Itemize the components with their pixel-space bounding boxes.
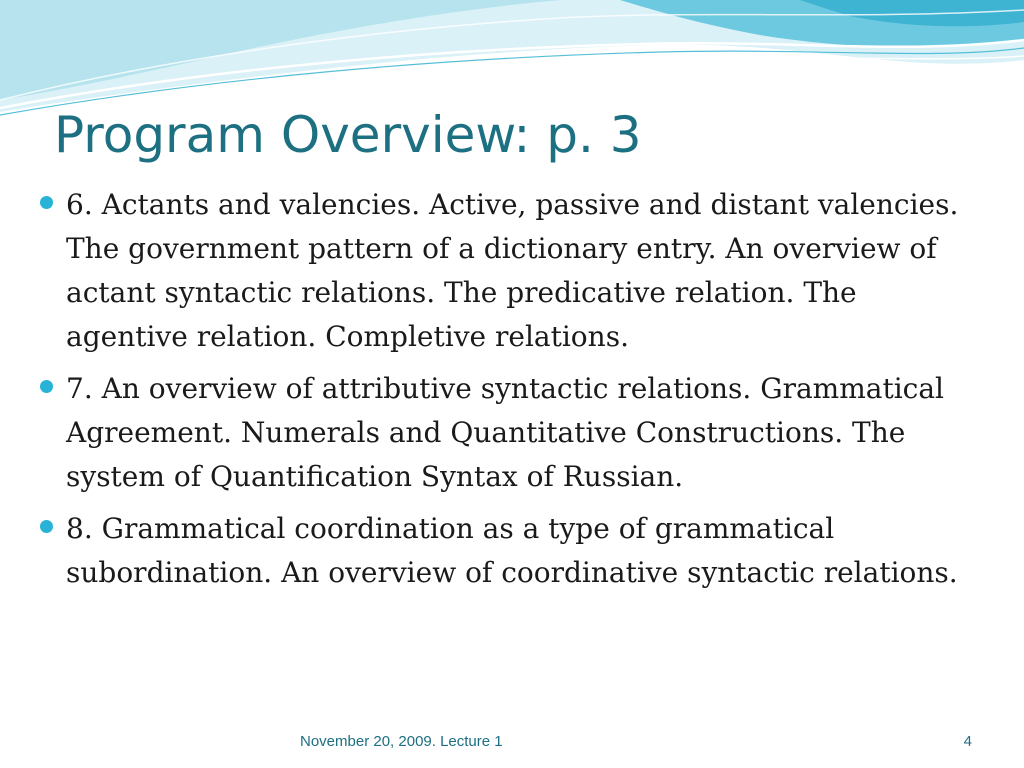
slide-footer: November 20, 2009. Lecture 1 [300,733,503,750]
bullet-list [36,183,986,603]
bullet-dot-icon [40,520,53,533]
bullet-dot-icon [40,196,53,209]
bullet-item-7 [36,367,986,499]
bullet-text: 6. Actants and valencies. Active, passive and distant valencies. The government pattern of a dictionary entry. An overview of actant syntactic relations. The predicative relation. The agentive relation. Completive relations. [66,188,959,353]
bullet-item-6 [36,183,986,359]
slide-page-number: 4 [963,733,972,750]
slide-title: Program Overview: p. 3 [54,106,642,164]
bullet-text: 7. An overview of attributive syntactic relations. Grammatical Agreement. Numerals and Quantitative Constructions. The system of Quantification Syntax of Russian. [66,372,945,493]
bullet-dot-icon [40,380,53,393]
bullet-text: 8. Grammatical coordination as a type of grammatical subordination. An overview of coordinative syntactic relations. [66,512,958,589]
bullet-item-8 [36,507,986,595]
